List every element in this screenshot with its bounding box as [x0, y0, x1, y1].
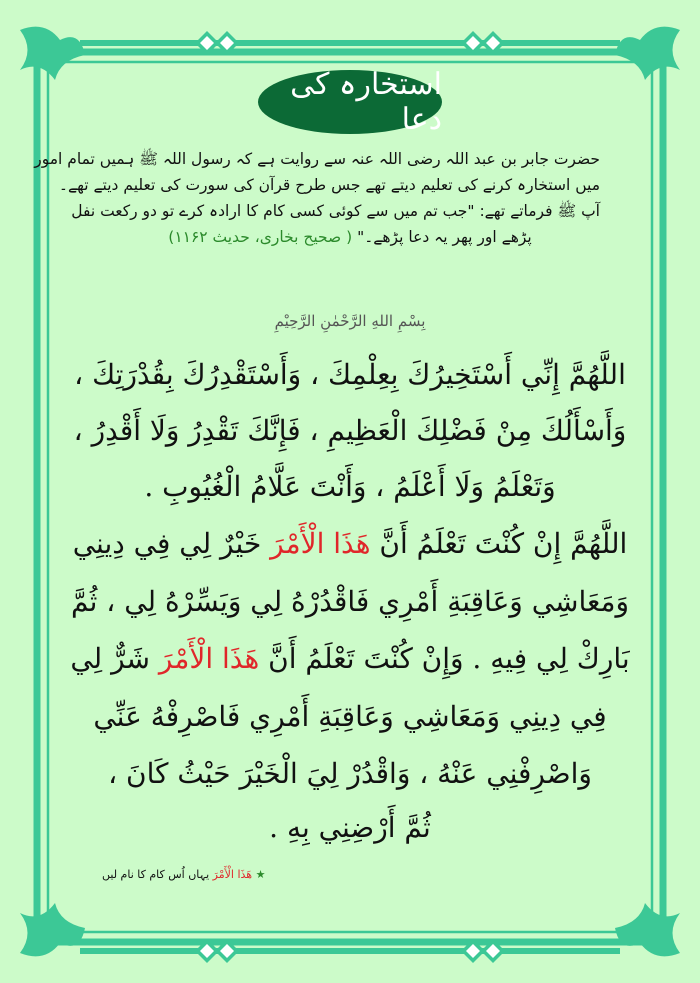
dua-line: فِي دِينِي وَمَعَاشِي وَعَاقِبَةِ أَمْرِي فَاصْرِفْهُ عَنِّي — [93, 700, 607, 733]
footnote-term: هَذَا الْأَمْرَ — [212, 868, 253, 881]
dua-line: وَأَسْأَلُكَ مِنْ فَضْلِكَ الْعَظِيمِ ، فَإِنَّكَ تَقْدِرُ وَلَا أَقْدِرُ ، — [73, 414, 627, 447]
intro-line: حضرت جابر بن عبد اللہ رضی اللہ عنہ سے روایت ہے کہ رسول اللہ ﷺ ہمیں تمام امور — [34, 150, 600, 168]
dua-text: خَيْرٌ لِي فِي دِينِي — [72, 527, 271, 560]
dua-text: بَارِكْ لِي فِيهِ . وَإِنْ كُنْتَ تَعْلَمُ أَنَّ — [259, 642, 630, 675]
dua-text: اللَّهُمَّ إِنْ كُنْتَ تَعْلَمُ أَنَّ — [370, 527, 628, 560]
footnote-text: یہاں اُس کام کا نام لیں — [102, 868, 210, 881]
dua-line: اللَّهُمَّ إِنِّي أَسْتَخِيرُكَ بِعِلْمِكَ ، وَأَسْتَقْدِرُكَ بِقُدْرَتِكَ ، — [74, 358, 626, 391]
intro-line: میں استخارہ کرنے کی تعلیم دیتے تھے جس طرح قرآن کی سورت کی تعلیم دیتے تھے۔ — [58, 176, 600, 194]
hadith-reference: ( صحیح بخاری، حدیث ۱۱۶۲) — [168, 228, 353, 246]
highlight-term: هَذَا الْأَمْرَ — [158, 642, 260, 675]
dua-line — [60, 639, 640, 679]
dua-line: وَاصْرِفْنِي عَنْهُ ، وَاقْدُرْ لِيَ الْخَيْرَ حَيْثُ كَانَ ، — [108, 757, 592, 790]
intro-line: آپ ﷺ فرماتے تھے: "جب تم میں سے کوئی کسی کام کا ارادہ کرے تو دو رکعت نفل — [71, 202, 600, 220]
intro-line: پڑھے اور پھر یہ دعا پڑھے۔" — [357, 228, 532, 246]
intro-paragraph — [34, 146, 600, 224]
dua-line: وَمَعَاشِي وَعَاقِبَةِ أَمْرِي فَاقْدُرْهُ لِي وَيَسِّرْهُ لِي ، ثُمَّ — [70, 585, 630, 618]
title-badge — [258, 67, 442, 137]
dua-text: شَرٌّ لِي — [70, 642, 159, 675]
intro-last-line — [100, 224, 600, 250]
footnote — [102, 868, 265, 881]
dua-line: ثُمَّ أَرْضِنِي بِهِ . — [269, 811, 431, 844]
star-icon: ★ — [255, 868, 266, 881]
bismillah: بِسْمِ اللهِ الرَّحْمٰنِ الرَّحِيْمِ — [274, 312, 426, 330]
highlight-term: هَذَا الْأَمْرَ — [270, 527, 371, 560]
dua-line — [60, 524, 640, 564]
page-title: استخارہ کی دعا — [290, 67, 442, 137]
dua-line: وَتَعْلَمُ وَلَا أَعْلَمُ ، وَأَنْتَ عَلَّامُ الْغُيُوبِ . — [144, 470, 556, 503]
